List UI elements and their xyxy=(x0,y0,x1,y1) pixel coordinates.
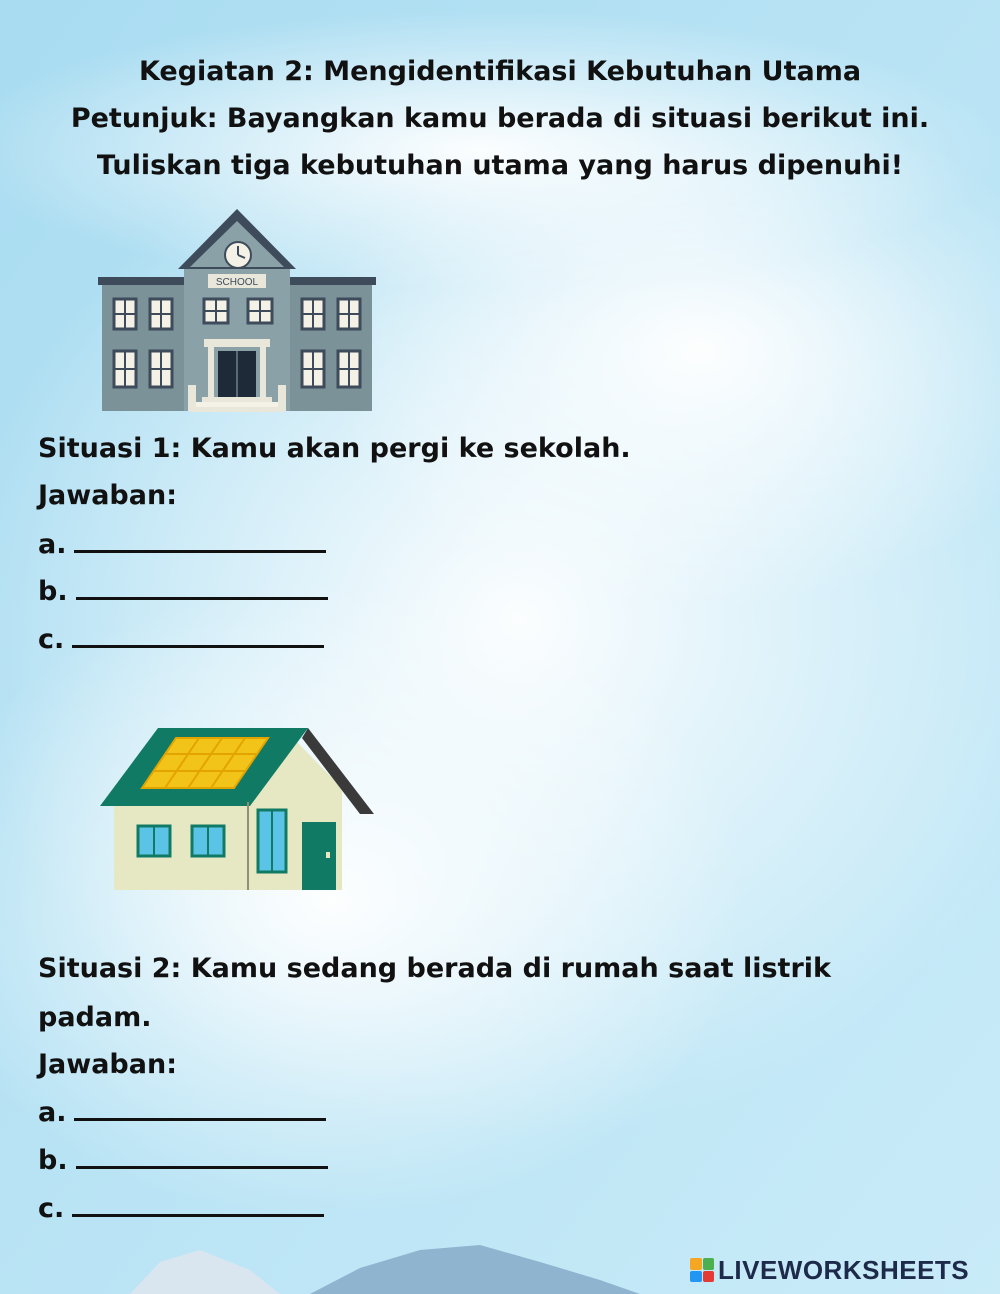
answer-blank-line[interactable] xyxy=(74,528,326,553)
worksheet-header xyxy=(0,48,1000,189)
situation-2-answer-label: Jawaban: xyxy=(38,1049,177,1080)
situation-1-answer-c xyxy=(38,617,324,663)
situation-2-title-line-1: Situasi 2: Kamu sedang berada di rumah saat listrik xyxy=(38,953,831,984)
answer-letter: b. xyxy=(38,1145,68,1176)
situation-2-title-line-2: padam. xyxy=(38,1002,152,1033)
answer-letter: c. xyxy=(38,1193,65,1224)
logo-brand-text: LIVEWORKSHEETS xyxy=(718,1254,970,1285)
liveworksheets-logo[interactable] xyxy=(690,1250,969,1290)
logo-grid-icon xyxy=(690,1258,714,1282)
answer-blank-line[interactable] xyxy=(72,1192,324,1217)
answer-letter: c. xyxy=(38,624,65,655)
house-illustration xyxy=(98,722,376,894)
answer-blank-line[interactable] xyxy=(72,623,324,648)
activity-title: Kegiatan 2: Mengidentifikasi Kebutuhan Utama xyxy=(138,56,862,87)
instructions-line-2: Tuliskan tiga kebutuhan utama yang harus dipenuhi! xyxy=(96,150,904,181)
situation-2-answer-b xyxy=(38,1138,328,1184)
school-building-illustration xyxy=(98,205,376,413)
answer-blank-line[interactable] xyxy=(76,575,328,600)
situation-1-answer-label: Jawaban: xyxy=(38,480,177,511)
answer-letter: b. xyxy=(38,576,68,607)
answer-blank-line[interactable] xyxy=(74,1096,326,1121)
situation-1-answer-a xyxy=(38,522,326,568)
answer-letter: a. xyxy=(38,529,67,560)
school-sign-text: SCHOOL xyxy=(215,277,259,288)
answer-letter: a. xyxy=(38,1097,67,1128)
situation-1-answer-b xyxy=(38,569,328,615)
instructions-line-1: Petunjuk: Bayangkan kamu berada di situasi berikut ini. xyxy=(70,103,930,134)
situation-2-answer-a xyxy=(38,1090,326,1136)
situation-2-answer-c xyxy=(38,1186,324,1232)
situation-1-title: Situasi 1: Kamu akan pergi ke sekolah. xyxy=(38,433,631,464)
answer-blank-line[interactable] xyxy=(76,1144,328,1169)
